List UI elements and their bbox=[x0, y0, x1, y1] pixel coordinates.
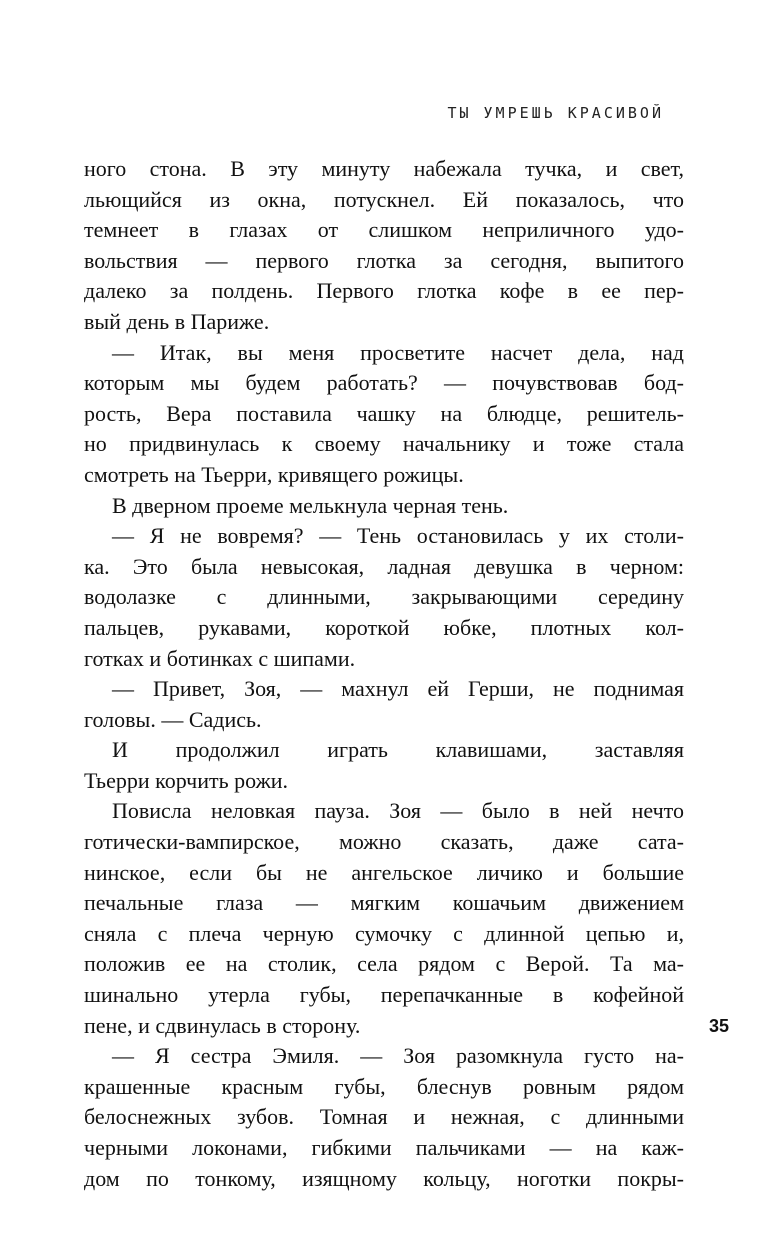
text-line: печальные глаза — мягким кошачьим движением bbox=[84, 890, 684, 916]
text-line: — Привет, Зоя, — махнул ей Герши, не поднимая bbox=[112, 676, 684, 702]
text-line: вольствия — первого глотка за сегодня, выпитого bbox=[84, 247, 684, 273]
text-line: рость, Вера поставила чашку на блюдце, решитель- bbox=[84, 400, 684, 426]
text-line: смотреть на Тьерри, кривящего рожицы. bbox=[84, 461, 464, 487]
page-number: 35 bbox=[709, 1016, 730, 1036]
text-line: ка. Это была невысокая, ладная девушка в черном: bbox=[84, 553, 684, 579]
text-line: положив ее на столик, села рядом с Верой. Та ма- bbox=[84, 951, 684, 977]
text-line: белоснежных зубов. Томная и нежная, с длинными bbox=[84, 1104, 684, 1130]
text-line: головы. — Садись. bbox=[84, 706, 262, 732]
text-line: готках и ботинках с шипами. bbox=[84, 645, 356, 671]
text-line: — Итак, вы меня просветите насчет дела, над bbox=[112, 339, 684, 365]
text-line: ного стона. В эту минуту набежала тучка, и свет, bbox=[84, 156, 684, 181]
text-line: водолазке с длинными, закрывающими середину bbox=[84, 584, 684, 610]
text-line: пене, и сдвинулась в сторону. bbox=[84, 1012, 361, 1038]
text-line: далеко за полдень. Первого глотка кофе в ее пер- bbox=[84, 278, 684, 304]
text-line: которым мы будем работать? — почувствовав бод- bbox=[84, 370, 684, 396]
text-line: темнеет в глазах от слишком неприличного удо- bbox=[84, 217, 684, 243]
text-line: нинское, если бы не ангельское личико и большие bbox=[84, 859, 684, 885]
text-line: сняла с плеча черную сумочку с длинной цепью и, bbox=[84, 920, 684, 946]
text-line: И продолжил играть клавишами, заставляя bbox=[112, 737, 684, 763]
text-line: — Я сестра Эмиля. — Зоя разомкнула густо на- bbox=[112, 1043, 684, 1069]
text-line: Тьерри корчить рожи. bbox=[84, 767, 289, 793]
text-line: крашенные красным губы, блеснув ровным рядом bbox=[84, 1073, 684, 1099]
text-line: — Я не вовремя? — Тень остановилась у их столи- bbox=[112, 523, 684, 549]
text-line: готически-вампирское, можно сказать, даже сата- bbox=[84, 829, 684, 855]
text-line: льющийся из окна, потускнел. Ей показалось, что bbox=[84, 186, 684, 212]
text-line: Повисла неловкая пауза. Зоя — было в ней нечто bbox=[112, 798, 684, 824]
text-line: вый день в Париже. bbox=[84, 308, 270, 334]
text-line: пальцев, рукавами, короткой юбке, плотных кол- bbox=[84, 614, 684, 640]
text-line: шинально утерла губы, перепачканные в кофейной bbox=[84, 982, 684, 1008]
text-line: В дверном проеме мелькнула черная тень. bbox=[112, 492, 509, 518]
text-line: черными локонами, гибкими пальчиками — на каж- bbox=[84, 1135, 684, 1160]
text-line: но придвинулась к своему начальнику и тоже стала bbox=[84, 431, 684, 457]
text-line: дом по тонкому, изящному кольцу, ноготки покры- bbox=[84, 1165, 684, 1191]
body-text bbox=[84, 154, 684, 1194]
running-header-title: ТЫ УМРЕШЬ КРАСИВОЙ bbox=[447, 104, 664, 122]
